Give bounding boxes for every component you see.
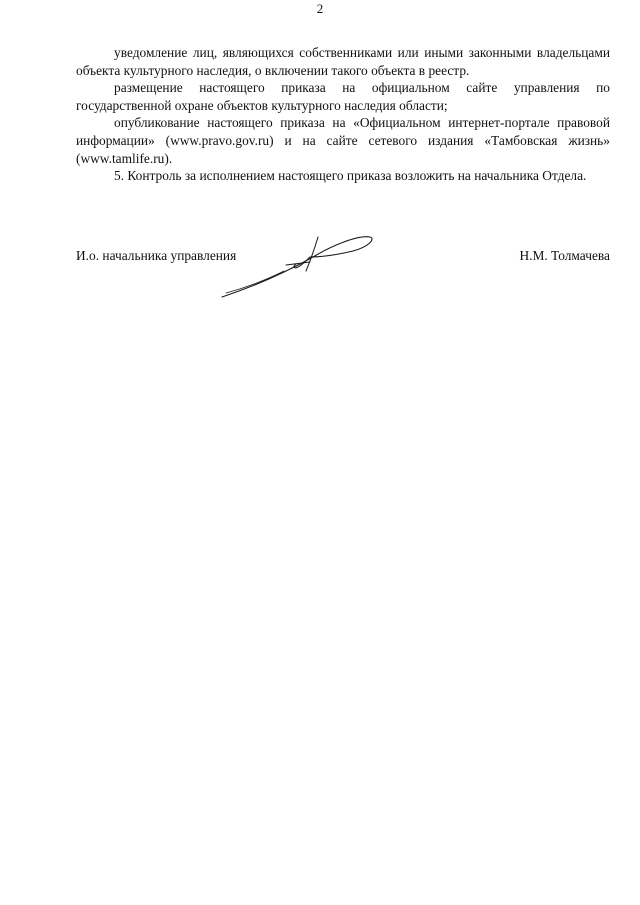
- paragraph-notification: уведомление лиц, являющихся собственниками или иными законными владельцами объекта культурного наследия, о включении такого объекта в реестр.: [76, 45, 610, 78]
- document-body: [76, 44, 610, 185]
- signatory-name: Н.М. Толмачева: [519, 248, 610, 263]
- paragraph-website-posting: размещение настоящего приказа на официальном сайте управления по государственной охране объектов культурного наследия области;: [76, 80, 610, 113]
- page-number: 2: [316, 1, 324, 16]
- paragraph-control: 5. Контроль за исполнением настоящего приказа возложить на начальника Отдела.: [114, 168, 587, 184]
- paragraph-publication: опубликование настоящего приказа на «Официальном интернет-портале правовой информации» (www.pravo.gov.ru) и на сайте сетевого издания «Тамбовская жизнь» (www.tamlife.ru).: [76, 115, 610, 166]
- handwritten-signature-icon: [218, 227, 378, 303]
- signatory-position: И.о. начальника управления: [76, 248, 237, 263]
